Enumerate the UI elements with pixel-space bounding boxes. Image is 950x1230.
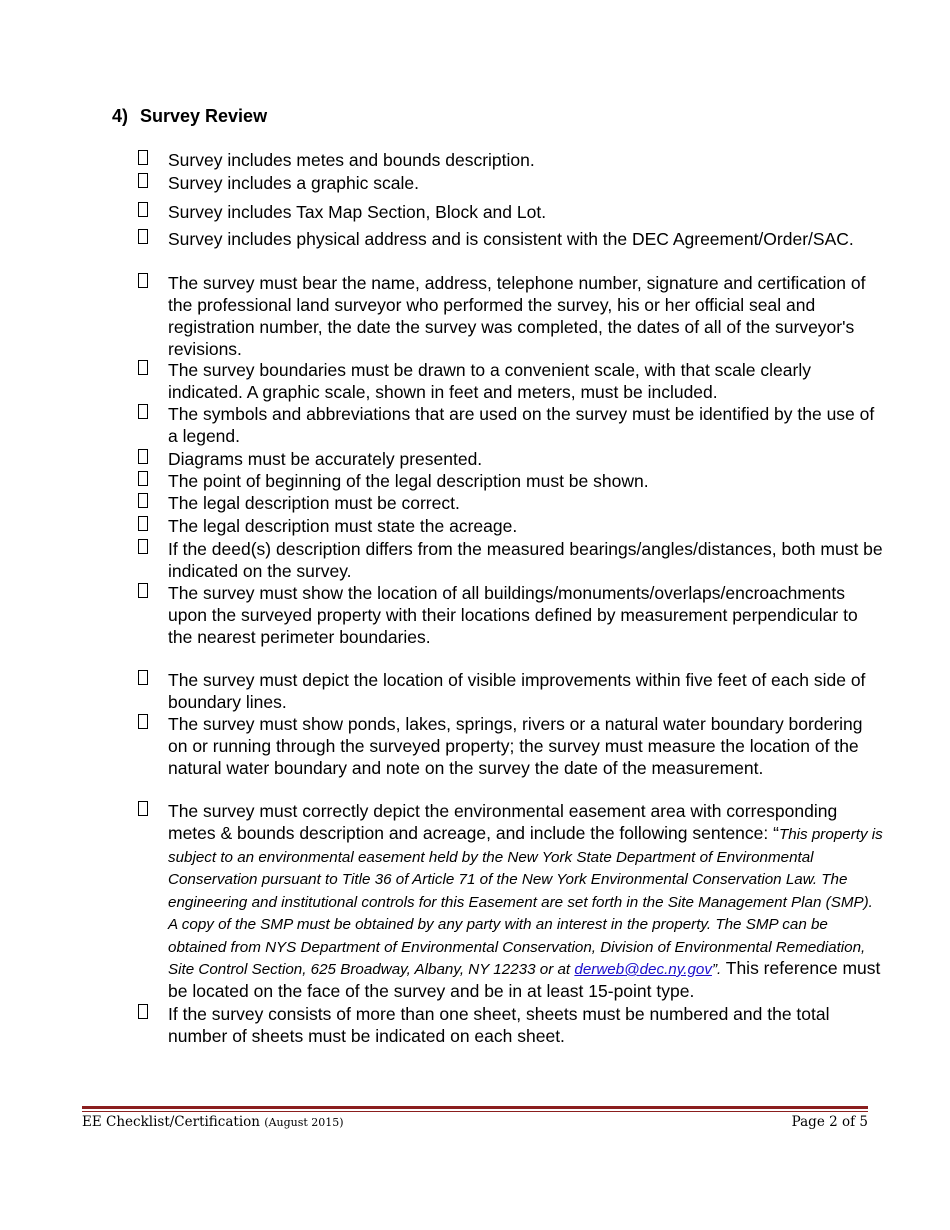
checklist-item-text: Diagrams must be accurately presented. bbox=[168, 449, 483, 469]
easement-intro: The survey must correctly depict the environmental easement area with corresponding metes & bounds description and acreage, and include the following sentence: “ bbox=[168, 801, 838, 843]
checklist-item-text: Survey includes physical address and is consistent with the DEC Agreement/Order/SAC. bbox=[168, 229, 854, 249]
section-number: 4) bbox=[112, 106, 129, 126]
checklist-item-text: The survey must show the location of all buildings/monuments/overlaps/encroachments upon the surveyed property with their locations defined by measurement perpendicular to the nearest perimeter boundaries. bbox=[168, 583, 858, 647]
checkbox[interactable] bbox=[138, 229, 148, 244]
easement-quote-end: ”. bbox=[711, 961, 722, 978]
checklist-item-easement[interactable] bbox=[138, 800, 883, 1002]
checkbox[interactable] bbox=[138, 516, 148, 531]
checklist-item[interactable] bbox=[138, 403, 883, 447]
checkbox[interactable] bbox=[138, 583, 148, 598]
checklist-item-text: If the deed(s) description differs from the measured bearings/angles/distances, both must be indicated on the survey. bbox=[168, 539, 883, 581]
checklist-item[interactable] bbox=[138, 582, 883, 648]
checklist-item-text: Survey includes Tax Map Section, Block and Lot. bbox=[168, 202, 547, 222]
checkbox[interactable] bbox=[138, 714, 148, 729]
footer-page-number: Page 2 of 5 bbox=[791, 1114, 868, 1130]
checkbox[interactable] bbox=[138, 449, 148, 464]
checklist-item[interactable] bbox=[138, 201, 883, 223]
checklist-item[interactable] bbox=[138, 1003, 883, 1047]
footer-rule bbox=[82, 1106, 868, 1109]
checklist-item[interactable] bbox=[138, 470, 883, 492]
checklist-item[interactable] bbox=[138, 272, 883, 360]
checklist-item-text bbox=[168, 800, 883, 1002]
checklist-item-text: The survey must bear the name, address, telephone number, signature and certification of the professional land surveyor who performed the survey, his or her official seal and registration number, the date the survey was completed, the dates of all of the surveyor's revisions. bbox=[168, 273, 866, 359]
section-title: Survey Review bbox=[140, 106, 268, 126]
checklist-item-text: Survey includes a graphic scale. bbox=[168, 173, 419, 193]
checklist-item-text: The survey must show ponds, lakes, springs, rivers or a natural water boundary bordering on or running through the surveyed property; the survey must measure the location of the natural water boundary and note on the survey the date of the measurement. bbox=[168, 714, 863, 778]
checklist-item-text: If the survey consists of more than one sheet, sheets must be numbered and the total number of sheets must be indicated on each sheet. bbox=[168, 1004, 830, 1046]
checkbox[interactable] bbox=[138, 801, 148, 816]
checklist-item-text: The point of beginning of the legal description must be shown. bbox=[168, 471, 649, 491]
easement-after: This reference must be located on the face of the survey and be in at least 15-point type. bbox=[168, 958, 881, 1001]
checkbox[interactable] bbox=[138, 273, 148, 288]
checklist-item[interactable] bbox=[138, 669, 883, 713]
checklist-item-text: The symbols and abbreviations that are used on the survey must be identified by the use of a legend. bbox=[168, 404, 875, 446]
checklist-item[interactable] bbox=[138, 149, 883, 171]
checkbox[interactable] bbox=[138, 493, 148, 508]
checklist-item-text: The legal description must be correct. bbox=[168, 493, 460, 513]
checklist-item[interactable] bbox=[138, 538, 883, 582]
checklist-item[interactable] bbox=[138, 359, 883, 403]
checkbox[interactable] bbox=[138, 202, 148, 217]
section-heading bbox=[112, 104, 267, 128]
checklist-item-text: Survey includes metes and bounds description. bbox=[168, 150, 535, 170]
checkbox[interactable] bbox=[138, 150, 148, 165]
checklist-item-text: The legal description must state the acreage. bbox=[168, 516, 518, 536]
checkbox[interactable] bbox=[138, 173, 148, 188]
footer-doc-date: (August 2015) bbox=[264, 1116, 344, 1129]
checklist-item[interactable] bbox=[138, 228, 883, 250]
checklist-item[interactable] bbox=[138, 172, 883, 194]
footer-doc-name: EE Checklist/Certification (August 2015) bbox=[82, 1114, 344, 1130]
checkbox[interactable] bbox=[138, 404, 148, 419]
easement-quote: This property is subject to an environmental easement held by the New York State Department of Environmental Conservation pursuant to Title 36 of Article 71 of the New York Environmental Conservation Law. The engineering and institutional controls for this Easement are set forth in the Site Management Plan (SMP). A copy of the SMP must be obtained by any party with an interest in the property. The SMP can be obtained from NYS Department of Environmental Conservation, Division of Environmental Remediation, Site Control Section, 625 Broadway, Albany, NY 12233 or at bbox=[168, 826, 883, 978]
checklist-item[interactable] bbox=[138, 448, 883, 470]
checklist-item[interactable] bbox=[138, 492, 883, 514]
checklist-item-text: The survey must depict the location of visible improvements within five feet of each side of boundary lines. bbox=[168, 670, 866, 712]
checkbox[interactable] bbox=[138, 539, 148, 554]
checkbox[interactable] bbox=[138, 670, 148, 685]
checkbox[interactable] bbox=[138, 1004, 148, 1019]
email-link[interactable]: derweb@dec.ny.gov bbox=[574, 961, 712, 978]
checkbox[interactable] bbox=[138, 471, 148, 486]
checklist-item[interactable] bbox=[138, 515, 883, 537]
footer-rule-thin bbox=[82, 1111, 868, 1112]
checklist-item-text: The survey boundaries must be drawn to a convenient scale, with that scale clearly indicated. A graphic scale, shown in feet and meters, must be included. bbox=[168, 360, 811, 402]
checklist-item[interactable] bbox=[138, 713, 883, 779]
checkbox[interactable] bbox=[138, 360, 148, 375]
